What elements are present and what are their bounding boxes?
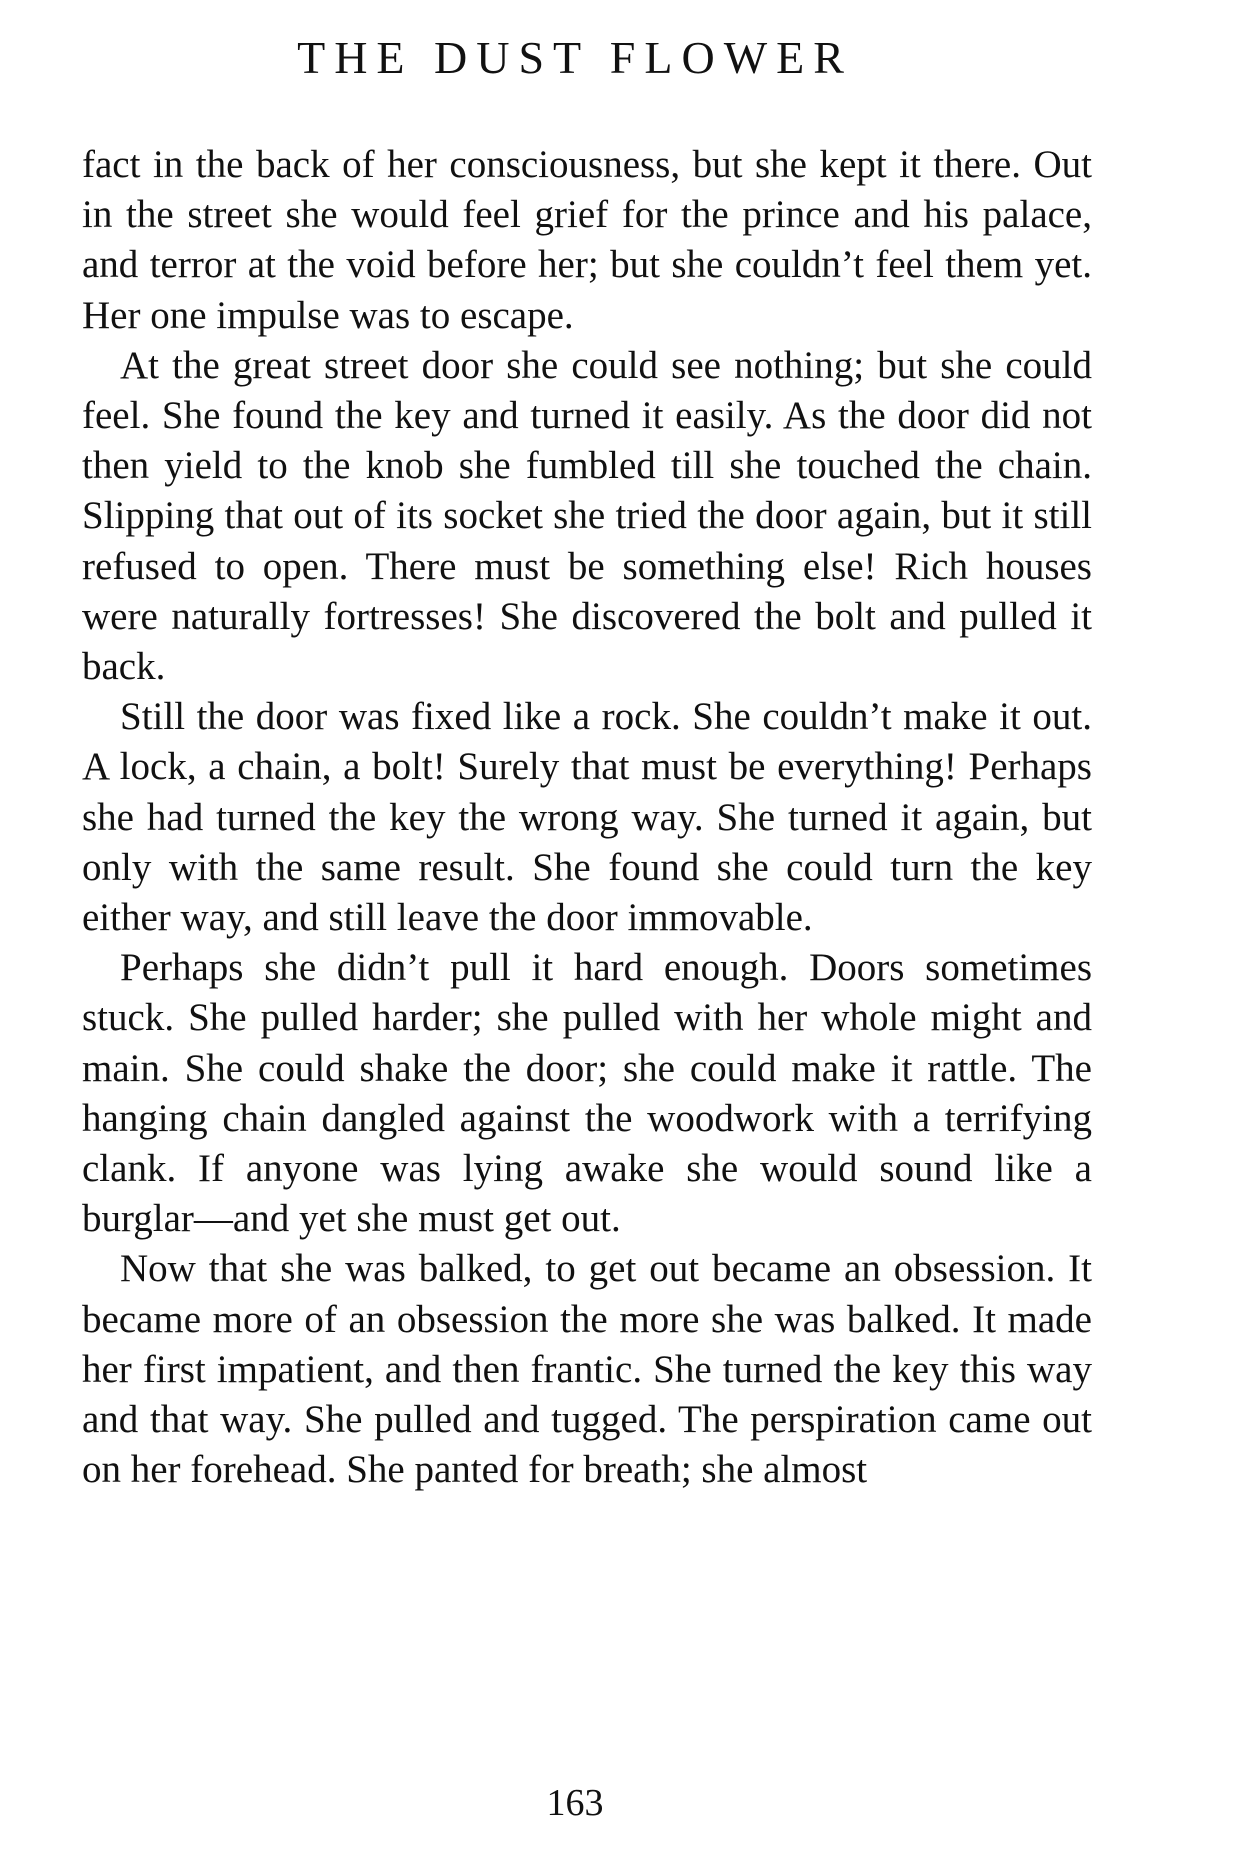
paragraph: Perhaps she didn’t pull it hard enough. Doors sometimes stuck. She pulled harder; she pulled with her whole might and main. She could shake the door; she could make it rattle. The hanging chain dangled against the woodwork with a terrifying clank. If anyone was lying awake she would sound like a burglar—and yet she must get out. [82,946,1092,1241]
paragraph: fact in the back of her consciousness, but she kept it there. Out in the street she would feel grief for the prince and his palace, and terror at the void before her; but she couldn’t feel them yet. Her one impulse was to escape. [82,143,1092,337]
running-head: THE DUST FLOWER [297,32,853,83]
body-text [82,140,1092,1495]
page-number: 163 [546,1782,604,1824]
paragraph: At the great street door she could see nothing; but she could feel. She found the key and turned it easily. As the door did not then yield to the knob she fumbled till she touched the chain. Slipping that out of its socket she tried the door again, but it still refused to open. There must be something else! Rich houses were naturally fortresses! She discovered the bolt and pulled it back. [82,343,1092,689]
paragraph: Now that she was balked, to get out became an obsession. It became more of an obsession the more she was balked. It made her first impatient, and then frantic. She turned the key this way and that way. She pulled and tugged. The perspiration came out on her forehead. She panted for breath; she almost [82,1247,1092,1492]
paragraph: Still the door was fixed like a rock. She couldn’t make it out. A lock, a chain, a bolt! Surely that must be everything! Perhaps she had turned the key the wrong way. She turned it again, but only with the same result. She found she could turn the key either way, and still leave the door immovable. [82,695,1092,940]
